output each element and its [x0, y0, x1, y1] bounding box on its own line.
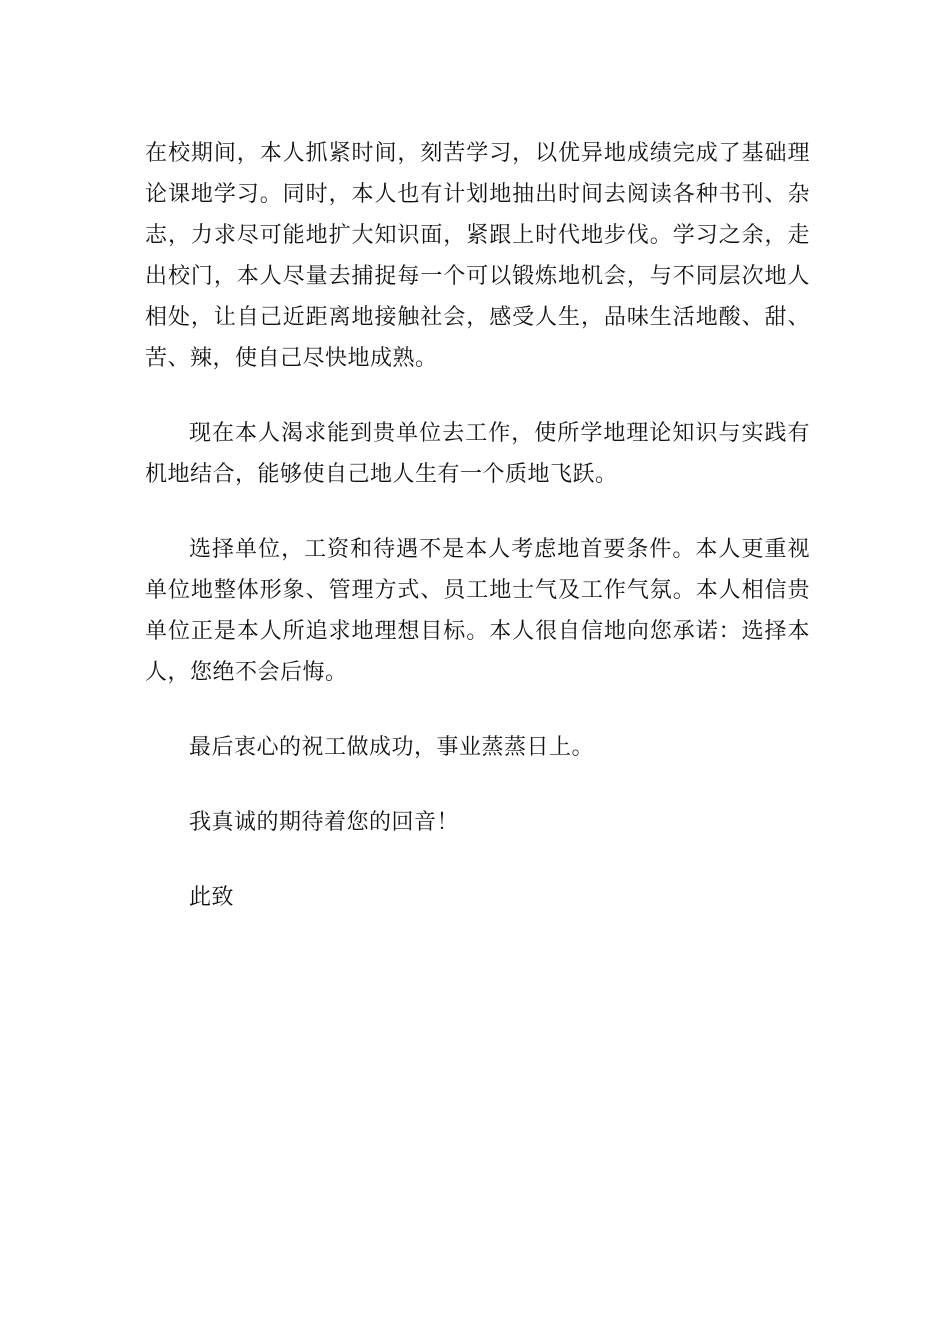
paragraph-wishes: 最后衷心的祝工做成功，事业蒸蒸日上。	[189, 735, 595, 760]
letter-body	[145, 133, 810, 918]
paragraph-expectation: 我真诚的期待着您的回音！	[189, 810, 460, 835]
paragraph-choice: 选择单位，工资和待遇不是本人考虑地首要条件。本人更重视单位地整体形象、管理方式、员工地士气及工作气氛。本人相信贵单位正是本人所追求地理想目标。本人很自信地向您承诺：选择本人，您绝不会后悔。	[145, 537, 810, 685]
paragraph-study: 在校期间，本人抓紧时间，刻苦学习，以优异地成绩完成了基础理论课地学习。同时，本人也有计划地抽出时间去阅读各种书刊、杂志，力求尽可能地扩大知识面，紧跟上时代地步伐。学习之余，走出校门，本人尽量去捕捉每一个可以锻炼地机会，与不同层次地人相处，让自己近距离地接触社会，感受人生，品味生活地酸、甜、苦、辣，使自己尽快地成熟。	[145, 141, 810, 371]
paragraph-aspiration: 现在本人渴求能到贵单位去工作，使所学地理论知识与实践有机地结合，能够使自己地人生有一个质地飞跃。	[145, 421, 810, 487]
paragraph-closing: 此致	[189, 885, 235, 910]
